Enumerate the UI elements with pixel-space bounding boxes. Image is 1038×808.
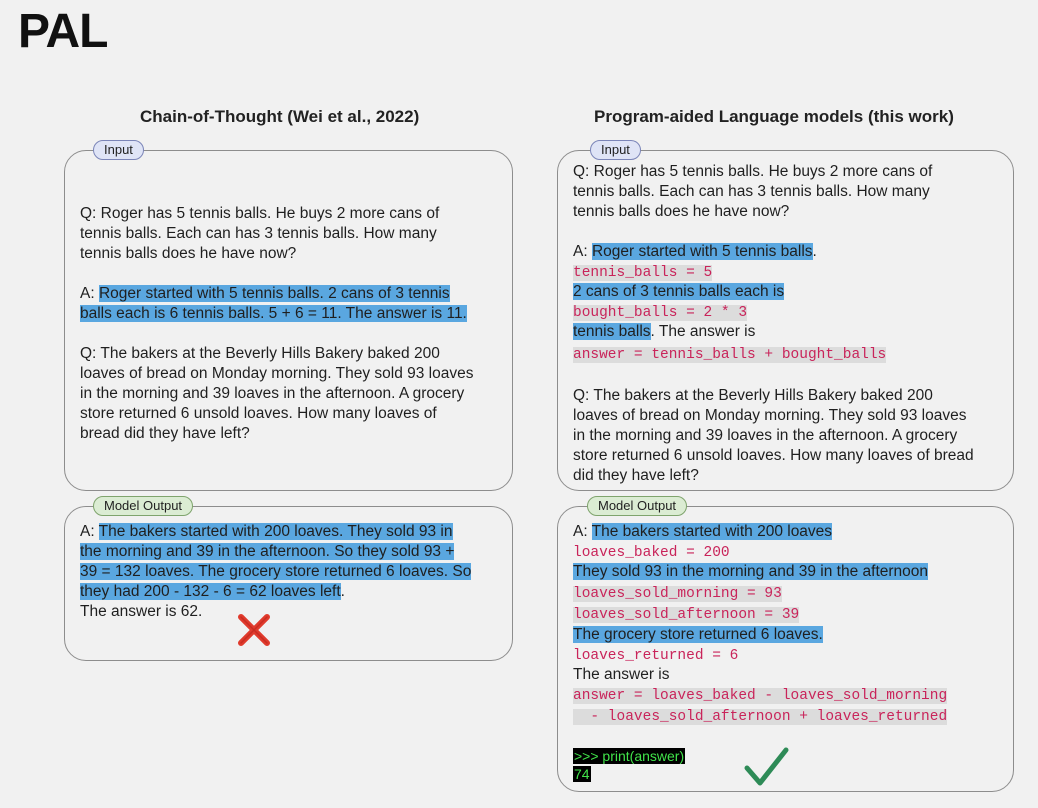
pal-out-code: - loaves_sold_afternoon + loaves_returned [573, 709, 948, 725]
pal-a-highlight: tennis balls [573, 323, 651, 340]
pal-output-text [573, 522, 947, 727]
pal-out-prefix: A: [573, 523, 592, 540]
cross-icon [236, 612, 272, 648]
cot-q1-line: Q: Roger has 5 tennis balls. He buys 2 more cans of [80, 205, 440, 222]
pal-input-label: Input [590, 140, 641, 160]
check-icon [742, 746, 790, 790]
cot-a1-prefix: A: [80, 285, 99, 302]
cot-heading: Chain-of-Thought (Wei et al., 2022) [140, 107, 420, 126]
pal-q1-line: Q: Roger has 5 tennis balls. He buys 2 more cans of [573, 163, 933, 180]
cot-a1-highlight: balls each is 6 tennis balls. 5 + 6 = 11. The answer is 11. [80, 305, 467, 322]
cot-out-highlight: the morning and 39 in the afternoon. So they sold 93 + [80, 543, 455, 560]
cot-q1-line: tennis balls. Each can has 3 tennis balls. How many [80, 225, 437, 242]
cot-input-label: Input [93, 140, 144, 160]
terminal-command: >>> print(answer) [574, 748, 685, 764]
pal-output-label: Model Output [587, 496, 687, 516]
cot-a1-highlight: Roger started with 5 tennis balls. 2 cans of 3 tennis [98, 285, 450, 302]
slide-title: PAL [18, 5, 108, 58]
pal-q2-line: store returned 6 unsold loaves. How many loaves of bread [573, 447, 974, 464]
pal-q2-line: did they have left? [573, 467, 699, 484]
pal-a-prefix: A: [573, 243, 592, 260]
pal-a-highlight: Roger started with 5 tennis balls [591, 243, 813, 260]
cot-out-period: . [340, 583, 345, 600]
cot-q2-line: Q: The bakers at the Beverly Hills Bakery baked 200 [80, 345, 440, 362]
pal-out-code: loaves_sold_afternoon = 39 [573, 607, 800, 623]
pal-q1-line: tennis balls. Each can has 3 tennis balls. How many [573, 183, 930, 200]
pal-q2-line: loaves of bread on Monday morning. They sold 93 loaves [573, 407, 967, 424]
pal-out-code: loaves_baked = 200 [573, 545, 730, 561]
pal-a-highlight: 2 cans of 3 tennis balls each is [573, 283, 785, 300]
pal-out-answer: The answer is [573, 666, 670, 683]
pal-a-tail: . The answer is [650, 323, 756, 340]
cot-out-answer: The answer is 62. [80, 603, 203, 620]
pal-code-line: tennis_balls = 5 [573, 265, 713, 281]
pal-q2-line: in the morning and 39 loaves in the afternoon. A grocery [573, 427, 958, 444]
pal-code-line: answer = tennis_balls + bought_balls [573, 347, 887, 363]
cot-q2-line: in the morning and 39 loaves in the afternoon. A grocery [80, 385, 465, 402]
pal-q2-line: Q: The bakers at the Beverly Hills Bakery baked 200 [573, 387, 933, 404]
pal-out-highlight: They sold 93 in the morning and 39 in the afternoon [573, 563, 929, 580]
cot-input-text [80, 204, 473, 444]
cot-output-text [80, 522, 471, 622]
cot-out-prefix: A: [80, 523, 99, 540]
cot-out-highlight: The bakers started with 200 loaves. They sold 93 in [98, 523, 453, 540]
cot-output-label: Model Output [93, 496, 193, 516]
pal-q1-line: tennis balls does he have now? [573, 203, 790, 220]
terminal-output: 74 [574, 766, 590, 782]
pal-a-period: . [812, 243, 817, 260]
pal-out-highlight: The grocery store returned 6 loaves. [573, 626, 823, 643]
pal-out-code: loaves_sold_morning = 93 [573, 586, 782, 602]
cot-out-highlight: 39 = 132 loaves. The grocery store returned 6 loaves. So [80, 563, 472, 580]
pal-input-text [573, 162, 974, 486]
cot-q2-line: bread did they have left? [80, 425, 250, 442]
pal-terminal [573, 747, 685, 783]
cot-out-highlight: they had 200 - 132 - 6 = 62 loaves left [80, 583, 341, 600]
pal-out-highlight: The bakers started with 200 loaves [591, 523, 833, 540]
cot-q1-line: tennis balls does he have now? [80, 245, 297, 262]
pal-out-code: loaves_returned = 6 [573, 648, 739, 664]
pal-heading: Program-aided Language models (this work) [594, 107, 954, 126]
cot-q2-line: loaves of bread on Monday morning. They sold 93 loaves [80, 365, 474, 382]
cot-q2-line: store returned 6 unsold loaves. How many loaves of [80, 405, 437, 422]
pal-out-code: answer = loaves_baked - loaves_sold_morning [573, 688, 948, 704]
pal-code-line: bought_balls = 2 * 3 [573, 305, 748, 321]
